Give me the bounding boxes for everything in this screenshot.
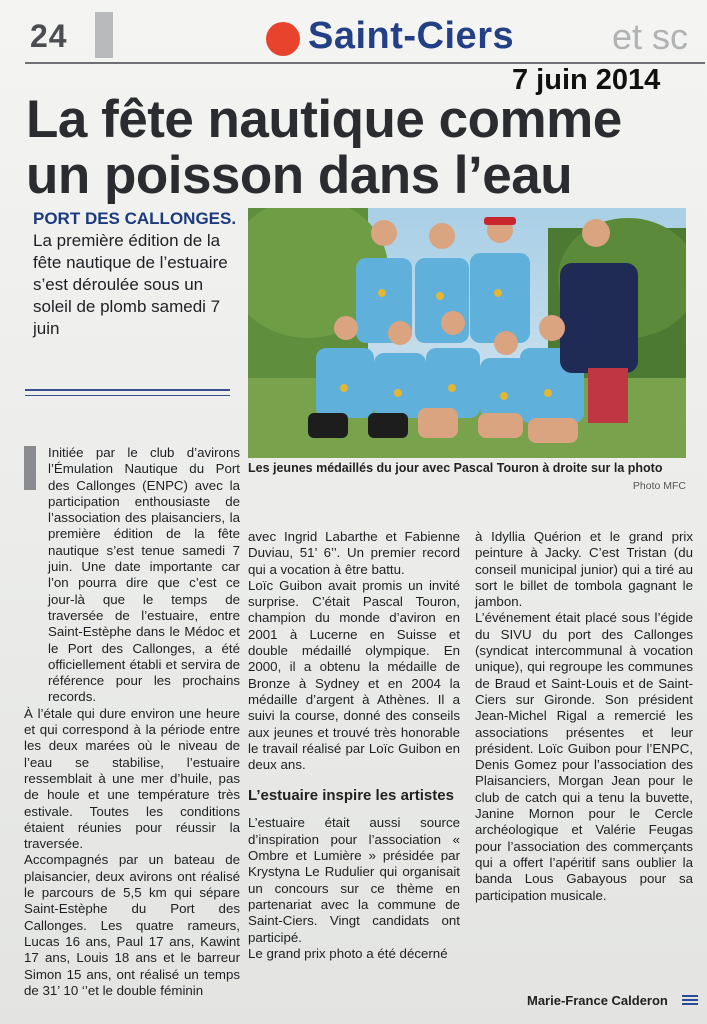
section-dot-icon [266,22,300,56]
article-column-1 [24,445,240,999]
lead-paragraph [33,208,238,340]
article-subheading: L’estuaire inspire les artistes [248,787,454,805]
photo-credit: Photo MFC [632,480,686,492]
lead-divider-thin [25,395,230,396]
byline-lines-icon [682,995,698,1007]
article-paragraph: L’événement était placé sous l’égide du SIVU du port des Callonges (syndicat intercommunal à vocation unique), qui regroupe les communes de Braud et Saint-Louis et de Saint-Ciers sur Gironde. Son président Jean-Michel Rigal a remercié les associations présentes et leur président. Loïc Guibon pour l’ENPC, Denis Gomez pour l’association des Plaisanciers, Morgan Jean pour le club de catch qui a tenu la buvette, Janine Mornon pour le Cercle archéologique et Valérie Feugas pour l’association des commerçants qui a offert l’apéritif sans oublier la banda Lous Gabayous pour sa participation musicale. [475,610,693,903]
lead-kicker: PORT DES CALLONGES. [33,209,237,228]
group-photo [248,208,686,458]
article-paragraph: à Idyllia Quérion et le grand prix peinture à Jacky. C’est Tristan (du conseil municipal junior) qui a tiré au sort le billet de tombola gagnant le jambon. [475,529,693,610]
photo-caption: Les jeunes médaillés du jour avec Pascal Touron à droite sur la photo [248,461,663,475]
lead-divider [25,389,230,391]
section-title: Saint-Ciers [308,15,515,57]
author-byline: Marie-France Calderon [527,993,668,1008]
article-column-2 [248,529,460,962]
headline: La fête nautique comme un poisson dans l’eau [26,90,622,205]
article-paragraph: Initiée par le club d’avirons l’Émulation Nautique du Port des Callonges (ENPC) avec la participation enthousiaste de l’association des plaisanciers, la première édition de la fête nautique s’est tenue samedi 7 juin. Une date importante car l’on pourra dire que c’est ce jour-là que le temps de traversée de l’estuaire, entre Saint-Estèphe dans le Médoc et le Port des Callonges, a été officiellement établi et servira de référence pour les prochains records. [48,445,240,705]
article-column-3 [475,529,693,904]
article-paragraph: L’estuaire était aussi source d’inspiration pour l’association « Ombre et Lumière » présidée par Krystyna Le Rudulier qui organisait un concours sur ce thème en partenariat avec la commune de Saint-Ciers. Vingt candidats ont participé. [248,815,460,945]
section-title-trail: et sc [612,16,689,57]
article-paragraph: Le grand prix photo a été décerné [248,945,448,961]
lead-text: La première édition de la fête nautique de l’estuaire s’est déroulée sous un soleil de plomb samedi 7 juin [33,231,228,338]
article-paragraph: Accompagnés par un bateau de plaisancier, deux avirons ont réalisé le parcours de 5,5 km qui sépare Saint-Estèphe du Port des Callonges. Les quatre rameurs, Lucas 16 ans, Paul 17 ans, Kawint 17 ans, Louis 18 ans et le barreur Simon 15 ans, ont réalisé un temps de 31’ 10 ‘’et le double féminin [24,852,240,998]
page-number-bar [95,12,113,58]
group-photo-illustration [248,208,686,458]
article-paragraph: avec Ingrid Labarthe et Fabienne Duviau, 51’ 6’’. Un premier record qui a vocation à être battu. [248,529,460,577]
page-number: 24 [30,18,68,54]
article-paragraph: Loïc Guibon avait promis un invité surprise. C’était Pascal Touron, champion du monde d’aviron en 2001 à Lucerne en Suisse et double médaillé olympique. En 2000, il a obtenu la médaille de Bronze à Sydney et en 2004 la médaille d’argent à Athènes. Il a suivi la course, donné des conseils aux jeunes et trouvé très honorable le travail réalisé par Loïc Guibon en deux ans. [248,577,460,773]
date-stamp: 7 juin 2014 [512,64,661,96]
article-paragraph: À l’étale qui dure environ une heure et qui correspond à la période entre les deux marées où le niveau de l’eau se stabilise, l’estuaire ressemblait à une mer d’huile, pas de houle et une température très estivale. Toutes les conditions étaient réunies pour réussir la traversée. [24,705,240,852]
